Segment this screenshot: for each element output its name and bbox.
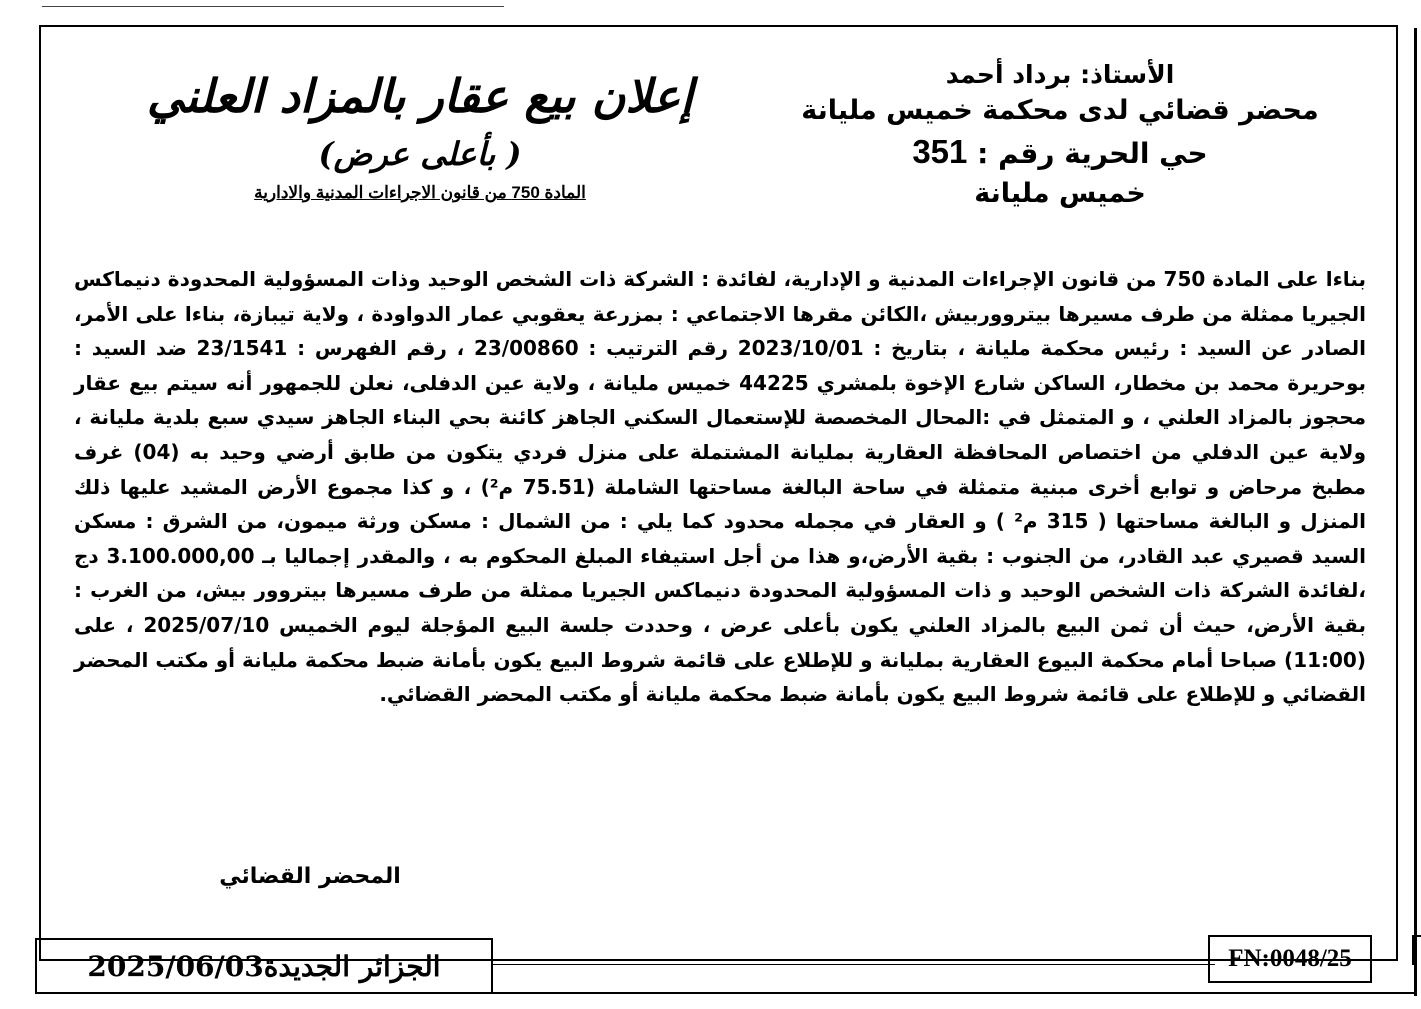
address-label: حي الحرية رقم : [967, 137, 1208, 170]
top-rule [42, 6, 504, 7]
announcement-body: بناءا على المادة 750 من قانون الإجراءات المدنية و الإدارية، لفائدة : الشركة ذات الشخص الوحيد وذات المسؤولية المحدودة دنيماكس الجيريا ممثلة من طرف مسيرها بيترووربيش ،الكائن مقرها الاجتماعي : بمزرعة يعقوبي عمار الدواودة ، ولاية تيبازة، بناءا على الأمر، الصادر عن السيد : رئيس محكمة مليانة ، بتاريخ : 2023/10/01 رقم الترتيب : 23/00860 ، رقم الفهرس : 23/1541 ضد السيد : بوحريرة محمد بن مخطار، الساكن شارع الإخوة بلمشري 44225 خميس مليانة ، ولاية عين الدفلى، نعلن للجمهور أنه سيتم بيع عقار محجوز بالمزاد العلني ، و المتمثل في :المحال المخصصة للإستعمال السكني الجاهز كائنة بحي البناء الجاهز سيدي سبع بلدية مليانة ، ولاية عين الدفلي من اختصاص المحافظة العقارية بمليانة المشتملة على منزل فردي يتكون من طابق أرضي وحيد به (04) غرف مطبخ مرحاض و توابع أخرى مبنية متمثلة في ساحة البالغة مساحتها الشاملة (75.51 م²) ، و كذا مجموع الأرض المشيد عليها ذلك المنزل و البالغة مساحتها ( 315 م² ) و العقار في مجمله محدود كما يلي : من الشمال : مسكن ورثة ميمون، من الشرق : مسكن السيد قصيري عبد القادر، من الجنوب : بقية الأرض،و هذا من أجل استيفاء المبلغ المحكوم به ، والمقدر إجماليا بـ 3.100.000,00 دج ،لفائدة الشركة ذات الشخص الوحيد و ذات المسؤولية المحدودة دنيماكس الجيريا ممثلة من طرف مسيرها بيتروور بيش، من الغرب : بقية الأرض، حيث أن ثمن البيع بالمزاد العلني يكون بأعلى عرض ، وحددت جلسة البيع المؤجلة ليوم الخميس 2025/07/10 ، على (11:00) صباحا أمام محكمة البيوع العقارية بمليانة و للإطلاع على قائمة شروط البيع يكون بأمانة ضبط محكمة مليانة أو مكتب المحضر القضائي و للإطلاع على قائمة شروط البيع يكون بأمانة ضبط محكمة مليانة أو مكتب المحضر القضائي. [74, 267, 1367, 707]
bailiff-city: خميس مليانة [974, 178, 1146, 209]
column-divider-corner [1412, 935, 1421, 965]
newspaper-name: الجزائر الجديدة [263, 949, 441, 983]
column-divider [1414, 28, 1417, 996]
fn-code: FN:0048/25 [1228, 945, 1352, 972]
footer-rule [492, 964, 1215, 965]
announcement-subtitle: ( بأعلى عرض) [318, 135, 522, 173]
bailiff-name: الأستاذ: برداد أحمد [945, 60, 1175, 89]
signature: المحضر القضائي [219, 864, 401, 889]
bailiff-header [780, 58, 1340, 212]
bailiff-address [780, 130, 1340, 176]
fn-code-box [1208, 935, 1372, 983]
address-number: 351 [912, 133, 968, 170]
bailiff-court: محضر قضائي لدى محكمة خميس مليانة [801, 95, 1319, 126]
newspaper-date-box [35, 938, 493, 994]
announcement-title: إعلان بيع عقار بالمزاد العلني [146, 69, 694, 123]
announcement-header [80, 64, 760, 206]
legal-article: المادة 750 من قانون الاجراءات المدنية والادارية [254, 183, 586, 202]
publication-date: 2025/06/03 [87, 949, 264, 983]
